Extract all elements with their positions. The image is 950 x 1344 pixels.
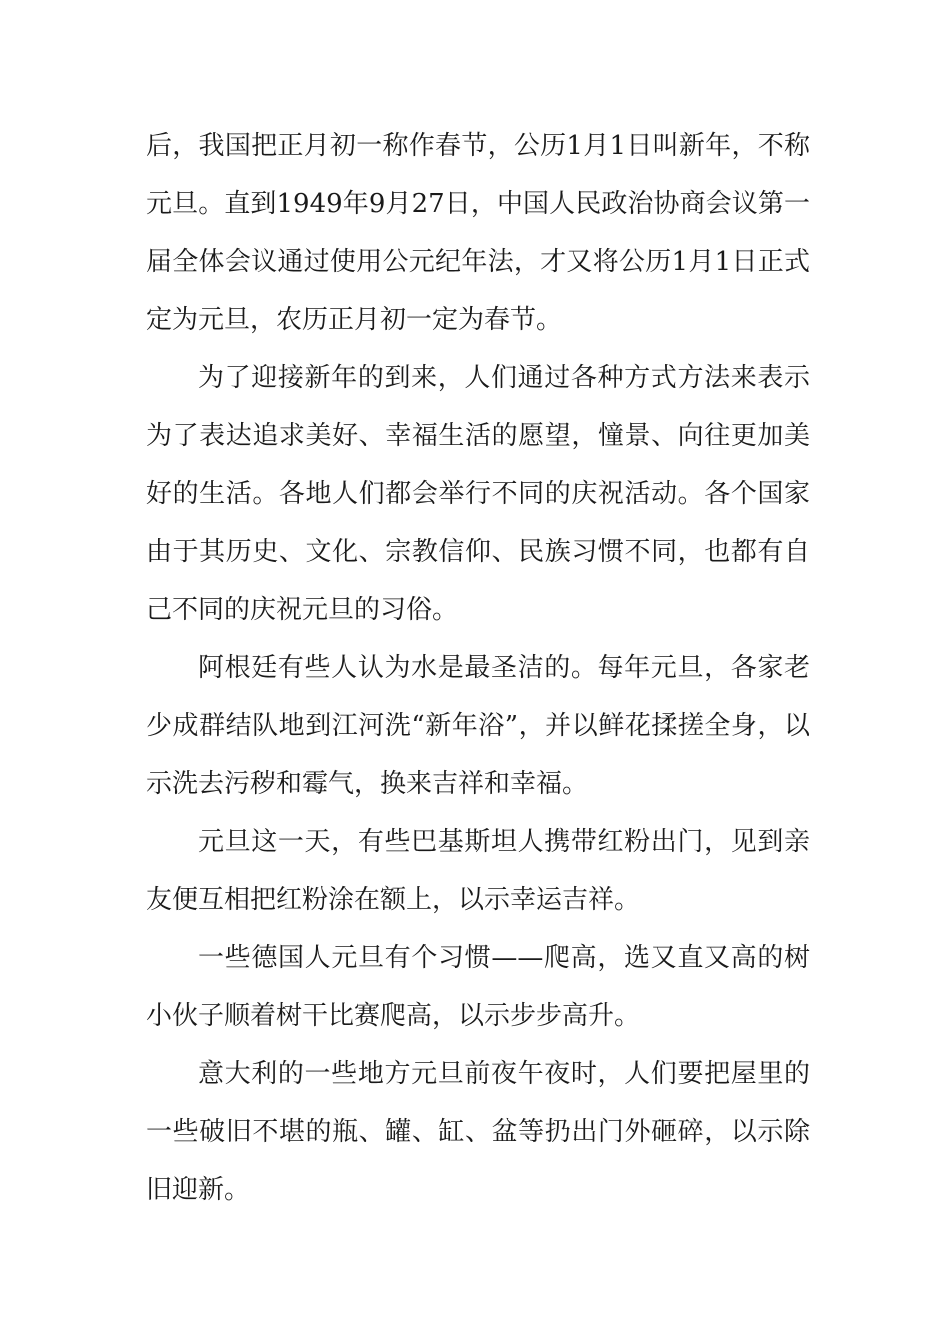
body-text	[146, 117, 810, 1219]
paragraph-continued: 后，我国把正月初一称作春节，公历1月1日叫新年，不称元旦。直到1949年9月27日，中国人民政治协商会议第一届全体会议通过使用公元纪年法，才又将公历1月1日正式定为元旦，农历正月初一定为春节。	[146, 131, 810, 335]
paragraph-germany: 一些德国人元旦有个习惯——爬高，选又直又高的树小伙子顺着树干比赛爬高，以示步步高升。	[146, 943, 810, 1031]
paragraph-pakistan: 元旦这一天，有些巴基斯坦人携带红粉出门，见到亲友便互相把红粉涂在额上，以示幸运吉祥。	[146, 827, 810, 915]
paragraph-argentina: 阿根廷有些人认为水是最圣洁的。每年元旦，各家老少成群结队地到江河洗“新年浴”，并以鲜花揉搓全身，以示洗去污秽和霉气，换来吉祥和幸福。	[146, 653, 810, 799]
paragraph-new-year-celebration: 为了迎接新年的到来，人们通过各种方式方法来表示为了表达追求美好、幸福生活的愿望，憧景、向往更加美好的生活。各地人们都会举行不同的庆祝活动。各个国家由于其历史、文化、宗教信仰、民族习惯不同，也都有自己不同的庆祝元旦的习俗。	[146, 363, 810, 625]
paragraph-italy: 意大利的一些地方元旦前夜午夜时，人们要把屋里的一些破旧不堪的瓶、罐、缸、盆等扔出门外砸碎，以示除旧迎新。	[146, 1059, 810, 1205]
